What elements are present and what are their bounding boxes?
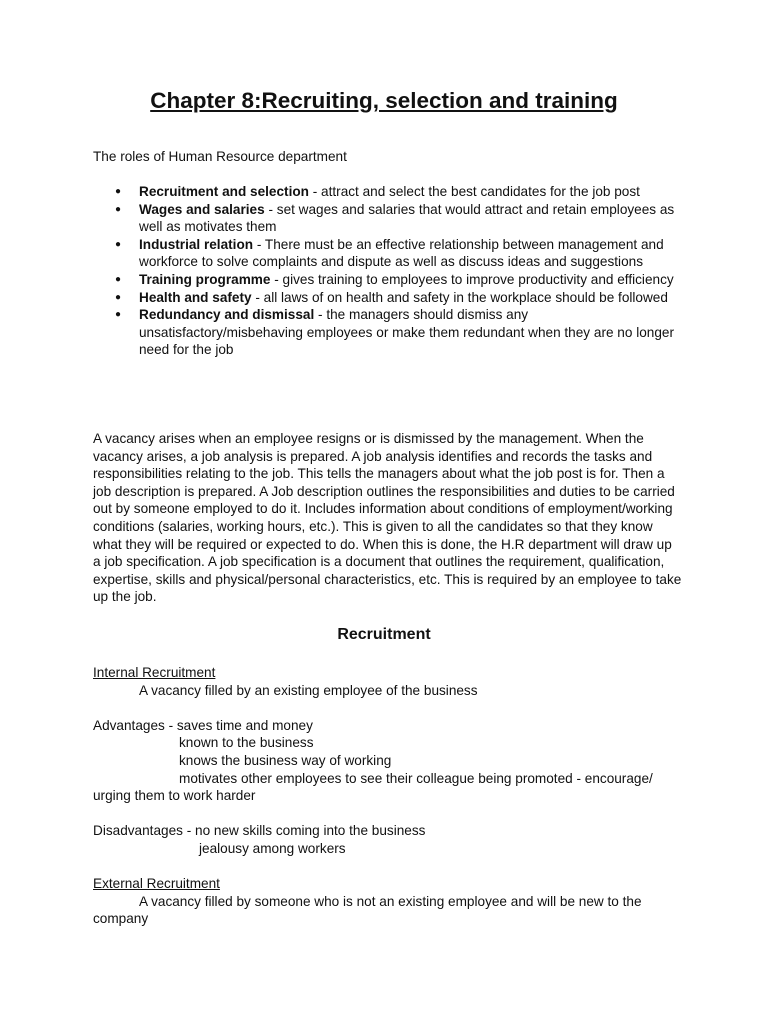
chapter-title: Chapter 8:Recruiting, selection and training (150, 88, 618, 113)
disadvantage-item: jealousy among workers (199, 840, 346, 856)
intro-text: The roles of Human Resource department (93, 149, 347, 164)
external-definition: A vacancy filled by someone who is not an existing employee and will be new to the (139, 893, 642, 909)
vacancy-paragraph: A vacancy arises when an employee resigns or is dismissed by the management. When the vacancy arises, a job analysis is prepared. A job analysis identifies and records the tasks and responsibilities relating to the job. This tells the managers about what the job post is for. Then a job description is prepared. A Job description outlines the responsibilities and duties to be carried out by someone employed to do it. Includes information about conditions of employment/working conditions (salaries, working hours, etc.). This is given to all the candidates so that they know what they will be required or expected to do. When this is done, the H.R department will draw up a job specification. A job specification is a document that outlines the requirement, qualification, expertise, skills and physical/personal characteristics, etc. This is required by an employee to take up the job. (93, 431, 682, 605)
recruitment-heading: Recruitment (337, 626, 431, 643)
advantage-item: known to the business (179, 735, 314, 751)
role-term: Training programme (139, 271, 271, 287)
advantage-item: knows the business way of working (179, 752, 392, 768)
role-desc: - all laws of on health and safety in the workplace should be followed (251, 289, 668, 305)
role-term: Recruitment and selection (139, 184, 309, 199)
list-item (93, 183, 683, 201)
advantage-item-wrap: urging them to work harder (93, 788, 256, 804)
role-desc: - set wages and salaries that would attract and retain employees as well as motivates them (139, 201, 675, 235)
list-item (93, 271, 683, 289)
internal-recruitment-section (93, 664, 683, 928)
internal-definition: A vacancy filled by an existing employee of the business (139, 682, 478, 698)
external-definition-wrap: company (93, 911, 149, 927)
list-item (93, 236, 683, 271)
hr-roles-list (93, 183, 683, 359)
list-item (93, 306, 683, 359)
role-desc: - the managers should dismiss any unsatisfactory/misbehaving employees or make them redundant when they are no longer need for the job (139, 307, 674, 358)
advantages-label: Advantages - saves time and money (93, 717, 313, 733)
role-desc: - attract and select the best candidates for the job post (308, 184, 640, 199)
disadvantages-label: Disadvantages - no new skills coming into the business (93, 823, 426, 839)
advantage-item: motivates other employees to see their colleague being promoted - encourage/ (179, 770, 653, 786)
external-recruitment-heading: External Recruitment (93, 876, 220, 892)
role-desc: - There must be an effective relationship between management and workforce to solve complaints and dispute as well as discuss ideas and suggestions (139, 236, 664, 270)
internal-recruitment-heading: Internal Recruitment (93, 665, 216, 680)
role-term: Industrial relation (139, 236, 254, 252)
list-item (93, 201, 683, 236)
role-term: Wages and salaries (139, 201, 265, 217)
list-item (93, 289, 683, 307)
role-term: Health and safety (139, 289, 252, 305)
role-desc: - gives training to employees to improve productivity and efficiency (270, 271, 674, 287)
role-term: Redundancy and dismissal (139, 307, 315, 323)
